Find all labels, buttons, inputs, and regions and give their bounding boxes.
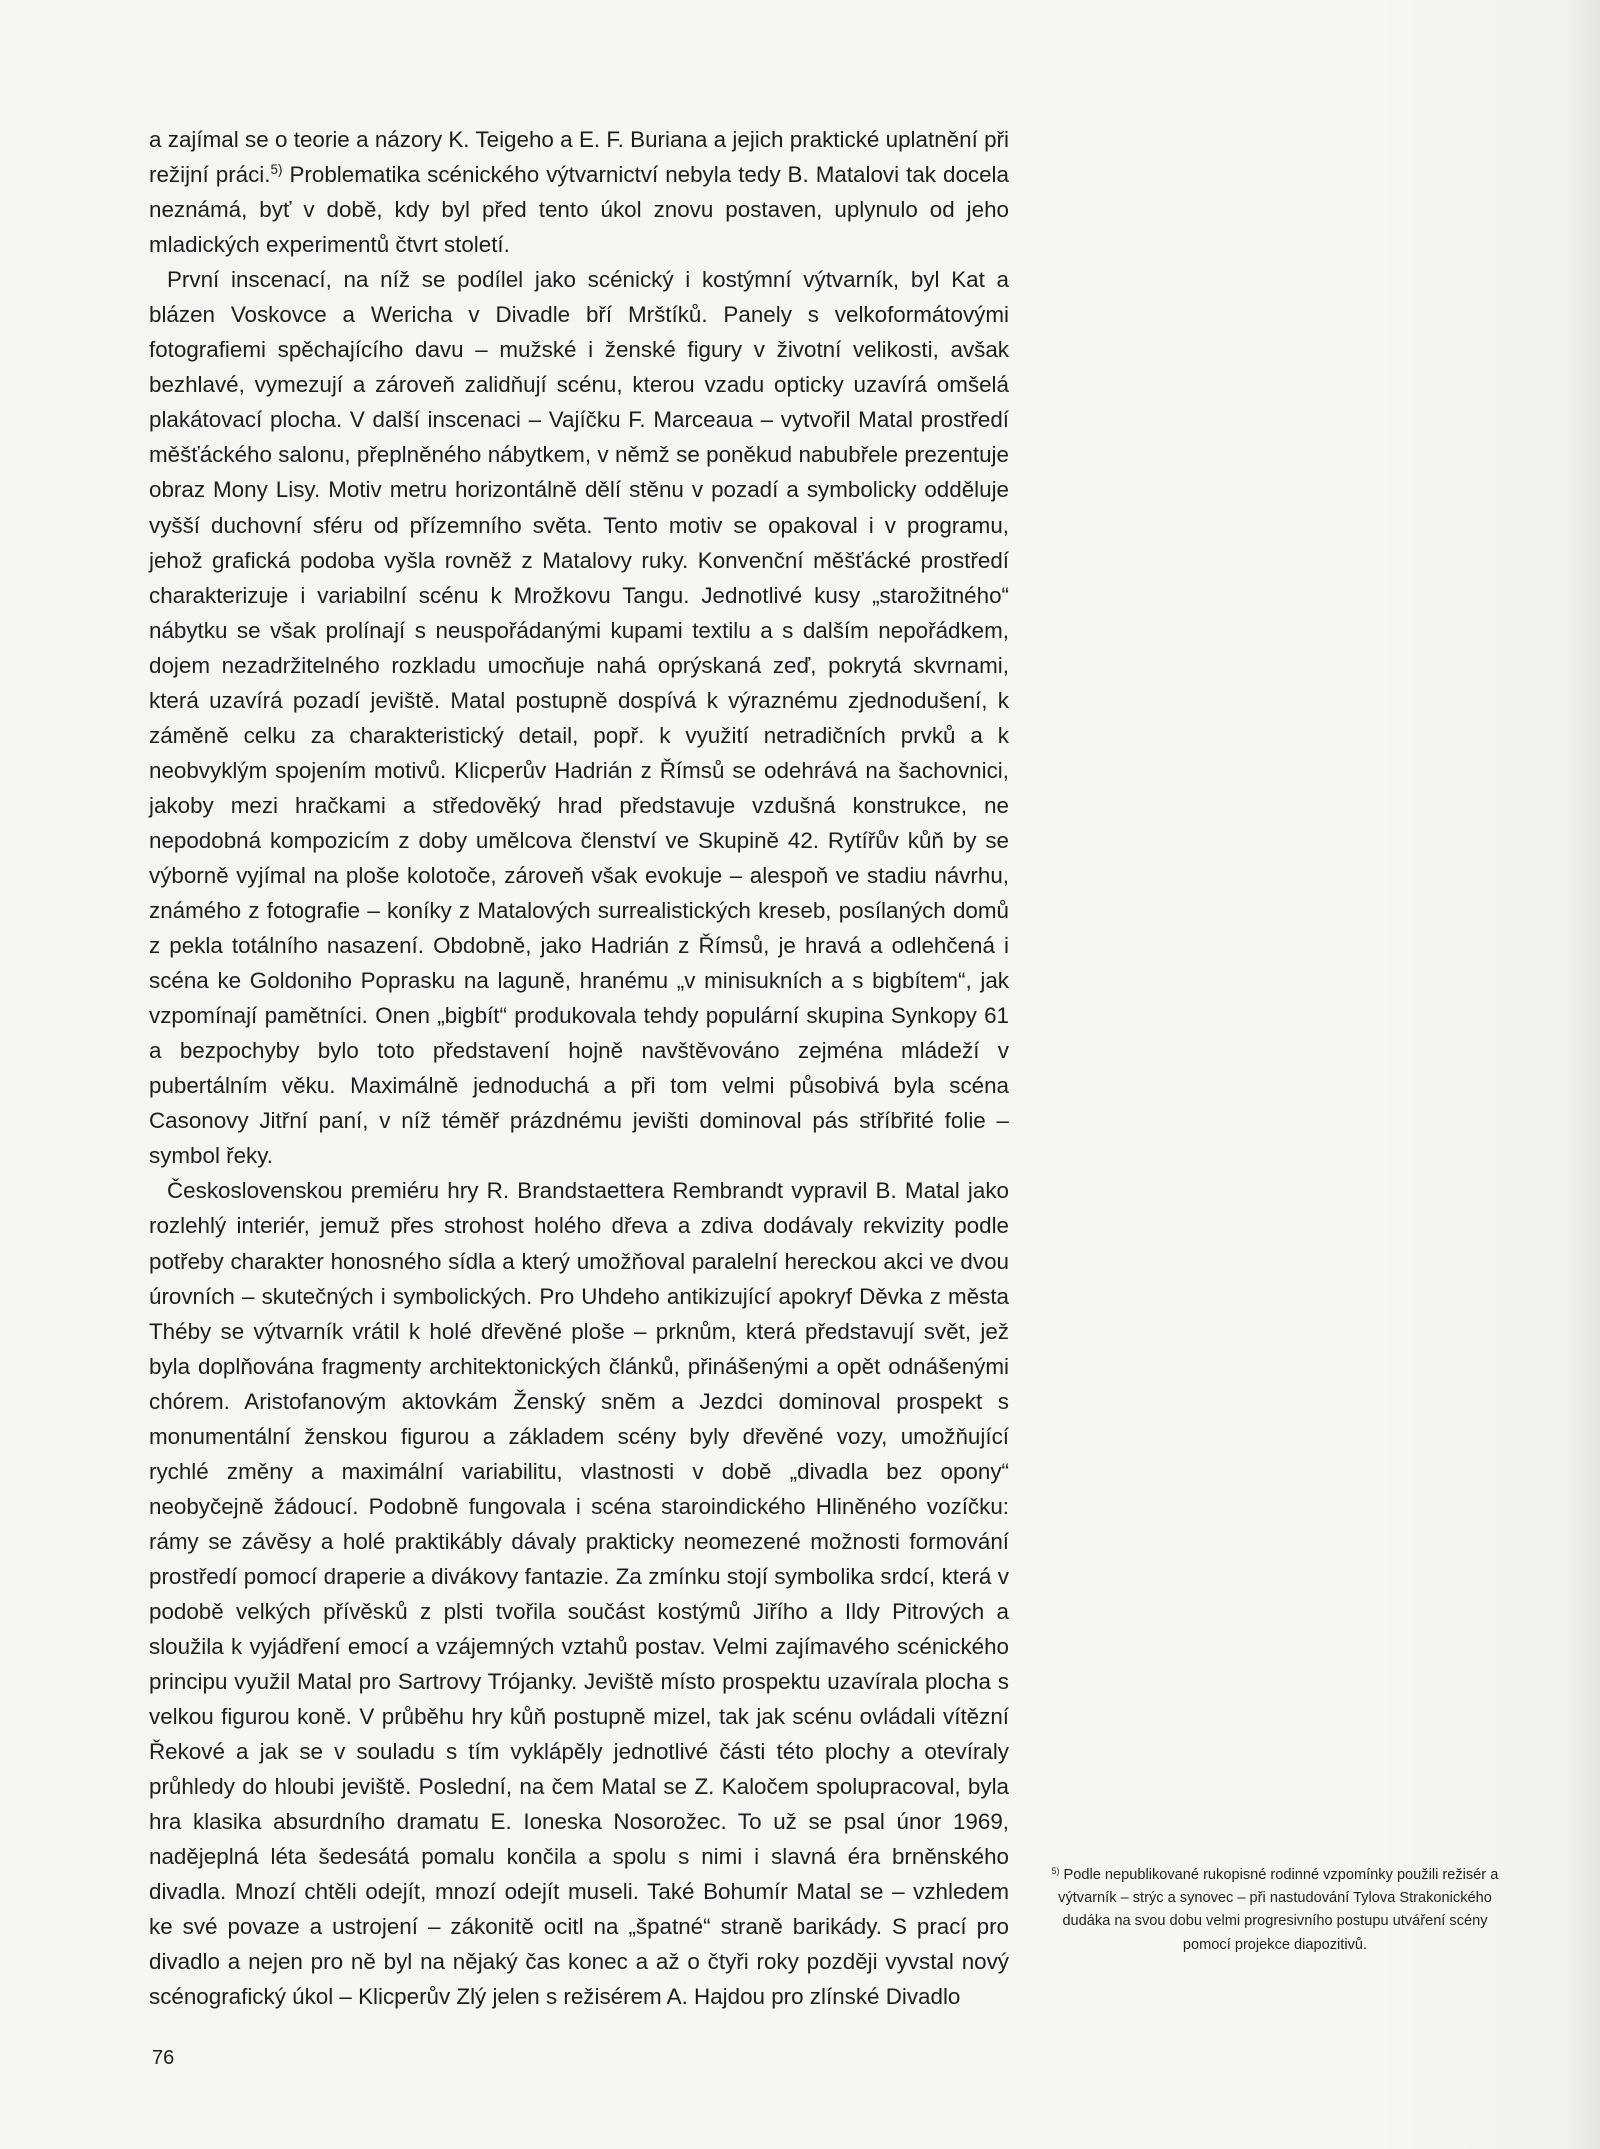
paragraph-1 — [149, 122, 1009, 262]
page-number: 76 — [152, 2047, 175, 2069]
footnote-reference: 5) — [270, 161, 283, 177]
footnote-paragraph — [1040, 1864, 1510, 1957]
footnote — [1040, 1864, 1510, 1957]
footnote-marker: 5) — [1051, 1865, 1060, 1876]
paragraph-2: První inscenací, na níž se podílel jako scénický i kostýmní výtvarník, byl Kat a blázen Voskovce a Wericha v Divadle bří Mrštíků. Panely s velkoformátovými fotografiemi spěchajícího davu – mužské i ženské figury v životní velikosti, avšak bezhlavé, vymezují a zároveň zalidňují scénu, kterou vzadu opticky uzavírá omšelá plakátovací plocha. V další inscenaci – Vajíčku F. Marceaua – vytvořil Matal prostředí měšťáckého salonu, přeplněného nábytkem, v němž se poněkud nabubřele prezentuje obraz Mony Lisy. Motiv metru horizontálně dělí stěnu v pozadí a symbolicky odděluje vyšší duchovní sféru od přízemního světa. Tento motiv se opakoval i v programu, jehož grafická podoba vyšla rovněž z Matalovy ruky. Konvenční měšťácké prostředí charakterizuje i variabilní scénu k Mrožkovu Tangu. Jednotlivé kusy „starožitného“ nábytku se však prolínají s neuspořádanými kupami textilu a s dalším nepořádkem, dojem nezadržitelného rozkladu umocňuje nahá oprýskaná zeď, pokrytá skvrnami, která uzavírá pozadí jeviště. Matal postupně dospívá k výraznému zjednodušení, k záměně celku za charakteristický detail, popř. k využití netradičních prvků a k neobvyklým spojením motivů. Klicperův Hadrián z Římsů se odehrává na šachovnici, jakoby mezi hračkami a středověký hrad představuje vzdušná konstrukce, ne nepodobná kompozicím z doby umělcova členství ve Skupině 42. Rytířův kůň by se výborně vyjímal na ploše kolotoče, zároveň však evokuje – alespoň ve stadiu návrhu, známého z fotografie – koníky z Matalových surrealistických kreseb, posílaných domů z pekla totálního nasazení. Obdobně, jako Hadrián z Římsů, je hravá a odlehčená i scéna ke Goldoniho Poprasku na laguně, hranému „v minisukních a s bigbítem“, jak vzpomínají pamětníci. Onen „bigbít“ produkovala tehdy populární skupina Synkopy 61 a bezpochyby bylo toto představení hojně navštěvováno zejména mládeží v pubertálním věku. Maximálně jednoduchá a při tom velmi působivá byla scéna Casonovy Jitřní paní, v níž téměř prázdnému jevišti dominoval pás stříbřité folie – symbol řeky. — [149, 267, 1009, 1169]
body-text-column — [149, 122, 1009, 2015]
paragraph-1-text-continued: Problematika scénického výtvarnictví nebyla tedy B. Matalovi tak docela neznámá, byť v době, kdy byl před tento úkol znovu postaven, uplynulo od jeho mladických experimentů čtvrt století. — [149, 162, 1009, 258]
footnote-text: Podle nepublikované rukopisné rodinné vzpomínky použili režisér a výtvarník – strýc a synovec – při nastudování Tylova Strakonického dudáka na svou dobu velmi progresivního postupu utváření scény pomocí projekce diapozitivů. — [1058, 1867, 1499, 1953]
paragraph-3: Československou premiéru hry R. Brandstaettera Rembrandt vypravil B. Matal jako rozlehlý interiér, jemuž přes strohost holého dřeva a zdiva dodávaly rekvizity podle potřeby charakter honosného sídla a který umožňoval paralelní hereckou akci ve dvou úrovních – skutečných i symbolických. Pro Uhdeho antikizující apokryf Děvka z města Théby se výtvarník vrátil k holé dřevěné ploše – prknům, která představují svět, jež byla doplňována fragmenty architektonických článků, přinášenými a opět odnášenými chórem. Aristofanovým aktovkám Ženský sněm a Jezdci dominoval prospekt s monumentální ženskou figurou a základem scény byly dřevěné vozy, umožňující rychlé změny a maximální variabilitu, vlastnosti v době „divadla bez opony“ neobyčejně žádoucí. Podobně fungovala i scéna staroindického Hliněného vozíčku: rámy se závěsy a holé praktikábly dávaly prakticky neomezené možnosti formování prostředí pomocí draperie a divákovy fantazie. Za zmínku stojí symbolika srdcí, která v podobě velkých přívěsků z plsti tvořila součást kostýmů Jiřího a Ildy Pitrových a sloužila k vyjádření emocí a vzájemných vztahů postav. Velmi zajímavého scénického principu využil Matal pro Sartrovy Trójanky. Jeviště místo prospektu uzavírala plocha s velkou figurou koně. V průběhu hry kůň postupně mizel, tak jak scénu ovládali vítězní Řekové a jak se v souladu s tím vyklápěly jednotlivé části této plochy a otevíraly průhledy do hloubi jeviště. Poslední, na čem Matal se Z. Kaločem spolupracoval, byla hra klasika absurdního dramatu E. Ioneska Nosorožec. To už se psal únor 1969, nadějeplná léta šedesátá pomalu končila a spolu s nimi i slavná éra brněnského divadla. Mnozí chtěli odejít, mnozí odejít museli. Také Bohumír Matal se – vzhledem ke své povaze a ustrojení – zákonitě ocitl na „špatné“ straně barikády. S prací pro divadlo a nejen pro ně byl na nějaký čas konec a až o čtyři roky později vyvstal nový scénografický úkol – Klicperův Zlý jelen s režisérem A. Hajdou pro zlínské Divadlo — [149, 1178, 1009, 2010]
paragraph-1-text: a zajímal se o teorie a názory K. Teigeho a E. F. Buriana a jejich praktické uplatnění při režijní práci. — [149, 127, 1009, 188]
page-edge-shading — [1566, 0, 1600, 2149]
